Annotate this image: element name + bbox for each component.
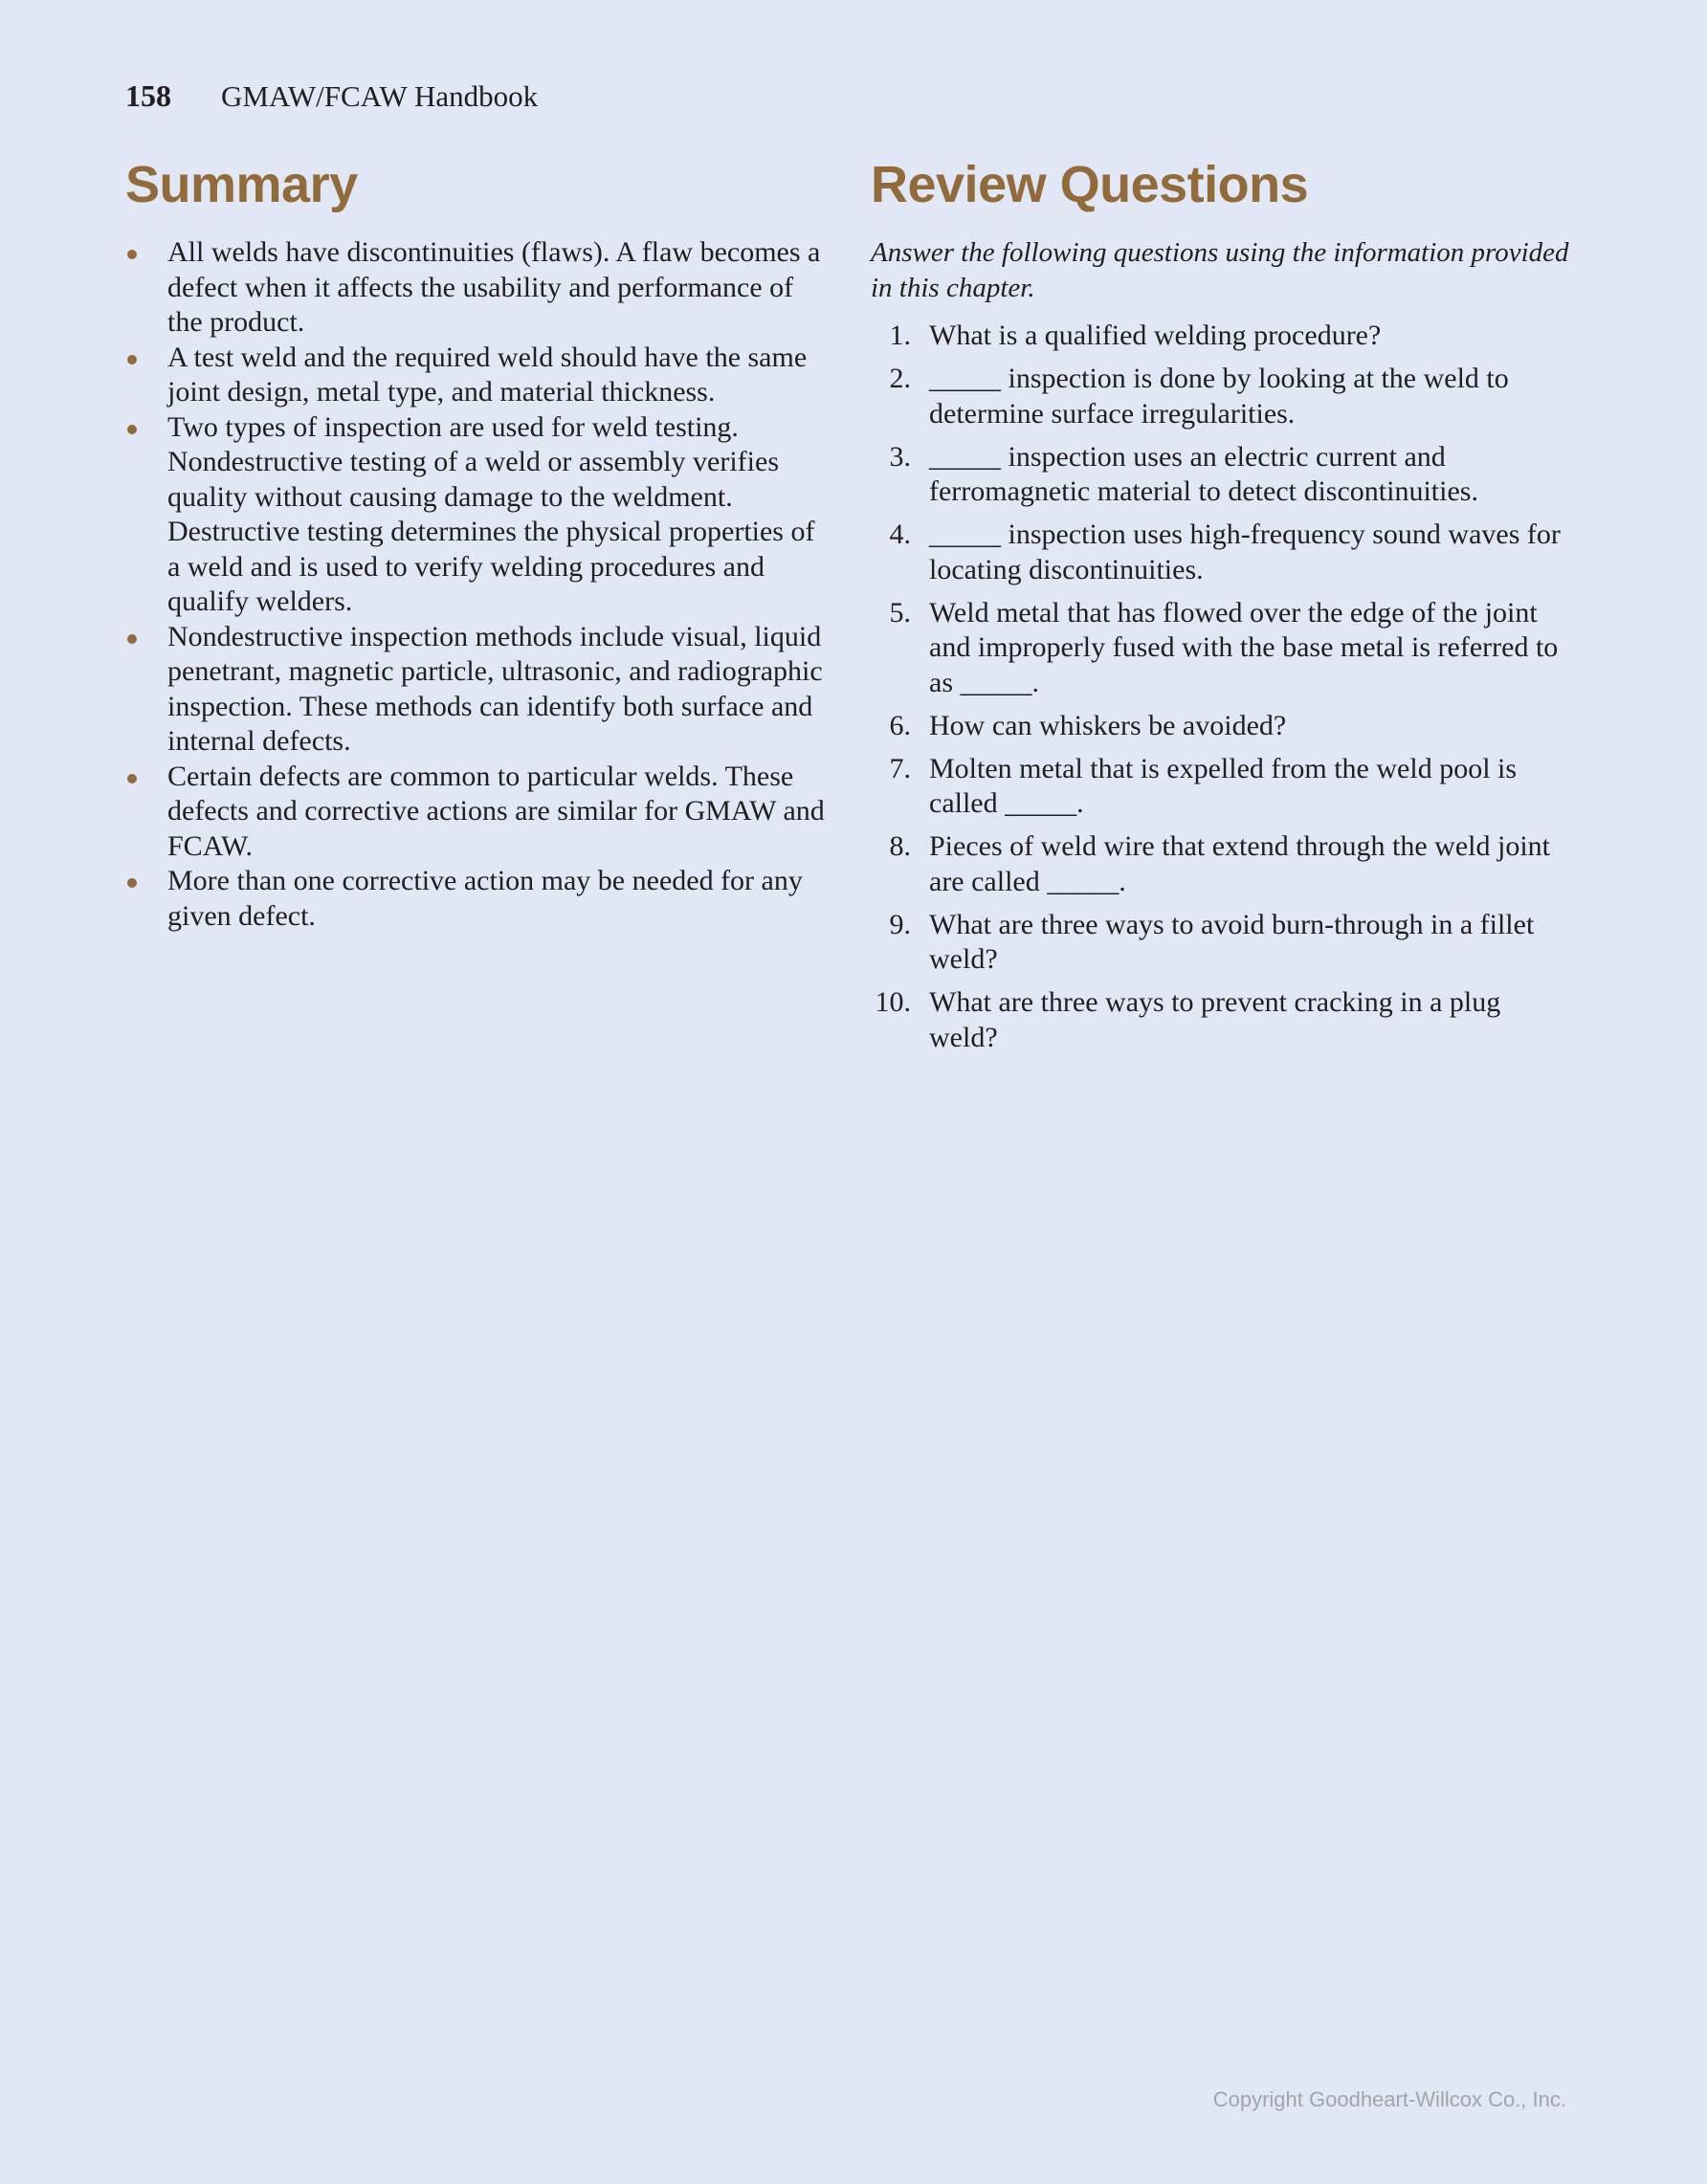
question-item	[871, 709, 1574, 744]
copyright-notice: Copyright Goodheart-Willcox Co., Inc.	[1212, 2087, 1566, 2111]
question-number: 10.	[875, 986, 911, 1018]
summary-item-text: Nondestructive inspection methods include visual, liquid penetrant, magnetic particle, ultrasonic, and radiographic inspection. These methods can identify both surface and internal defects.	[167, 620, 823, 757]
bullet-icon	[127, 250, 137, 259]
question-text: Molten metal that is expelled from the weld pool is called _____.	[929, 752, 1518, 819]
summary-heading: Summary	[125, 156, 358, 213]
question-text: What is a qualified welding procedure?	[929, 320, 1382, 351]
question-text: _____ inspection is done by looking at the weld to determine surface irregularities.	[929, 363, 1509, 430]
summary-item-text: More than one corrective action may be needed for any given defect.	[167, 865, 803, 932]
summary-list	[125, 235, 829, 934]
question-number: 7.	[889, 752, 911, 784]
question-item	[871, 440, 1574, 510]
question-item	[871, 596, 1574, 701]
summary-item	[125, 760, 829, 865]
question-text: What are three ways to prevent cracking in a plug weld?	[929, 986, 1501, 1053]
summary-item	[125, 620, 829, 760]
question-number: 9.	[889, 908, 911, 940]
summary-item-text: All welds have discontinuities (flaws). A flaw becomes a defect when it affects the usability and performance of the product.	[167, 236, 821, 338]
question-text: Pieces of weld wire that extend through the weld joint are called _____.	[929, 830, 1550, 897]
book-title: GMAW/FCAW Handbook	[221, 79, 539, 113]
review-questions-heading: Review Questions	[871, 156, 1309, 213]
question-item	[871, 752, 1574, 822]
page-number: 158	[125, 78, 171, 113]
summary-item	[125, 235, 829, 341]
question-item	[871, 829, 1574, 899]
question-text: What are three ways to avoid burn-through in a fillet weld?	[929, 908, 1535, 975]
question-item	[871, 518, 1574, 587]
bullet-icon	[127, 774, 137, 783]
summary-item	[125, 864, 829, 934]
question-number: 5.	[889, 596, 911, 629]
bullet-icon	[127, 878, 137, 888]
question-number: 2.	[889, 363, 911, 394]
question-text: _____ inspection uses an electric current and ferromagnetic material to detect discontinuities.	[929, 440, 1478, 507]
question-list	[871, 319, 1574, 1055]
question-number: 1.	[889, 320, 911, 351]
bullet-icon	[127, 634, 137, 644]
summary-item	[125, 410, 829, 620]
question-number: 4.	[889, 518, 911, 550]
summary-item-text: Two types of inspection are used for weld testing. Nondestructive testing of a weld or assembly verifies quality without causing damage to the weldment. Destructive testing determines the physical properties of a weld and is used to verify welding procedures and qualify welders.	[167, 410, 815, 617]
bullet-icon	[127, 425, 137, 434]
summary-item-text: A test weld and the required weld should have the same joint design, metal type, and material thickness.	[167, 341, 808, 408]
running-head	[125, 78, 538, 117]
question-item	[871, 362, 1574, 431]
question-text: How can whiskers be avoided?	[929, 709, 1287, 741]
bullet-icon	[127, 355, 137, 364]
summary-item	[125, 341, 829, 410]
question-item	[871, 319, 1574, 354]
question-item	[871, 908, 1574, 978]
review-questions-section	[871, 153, 1574, 1064]
summary-item-text: Certain defects are common to particular welds. These defects and corrective actions are similar for GMAW and FCAW.	[167, 760, 825, 862]
summary-section	[125, 153, 829, 934]
question-number: 6.	[889, 709, 911, 741]
question-number: 8.	[889, 830, 911, 862]
question-text: _____ inspection uses high-frequency sound waves for locating discontinuities.	[929, 518, 1561, 585]
question-item	[871, 985, 1574, 1055]
question-number: 3.	[889, 440, 911, 473]
question-text: Weld metal that has flowed over the edge of the joint and improperly fused with the base metal is referred to as _____.	[929, 596, 1559, 698]
review-intro: Answer the following questions using the information provided in this chapter.	[871, 237, 1569, 303]
